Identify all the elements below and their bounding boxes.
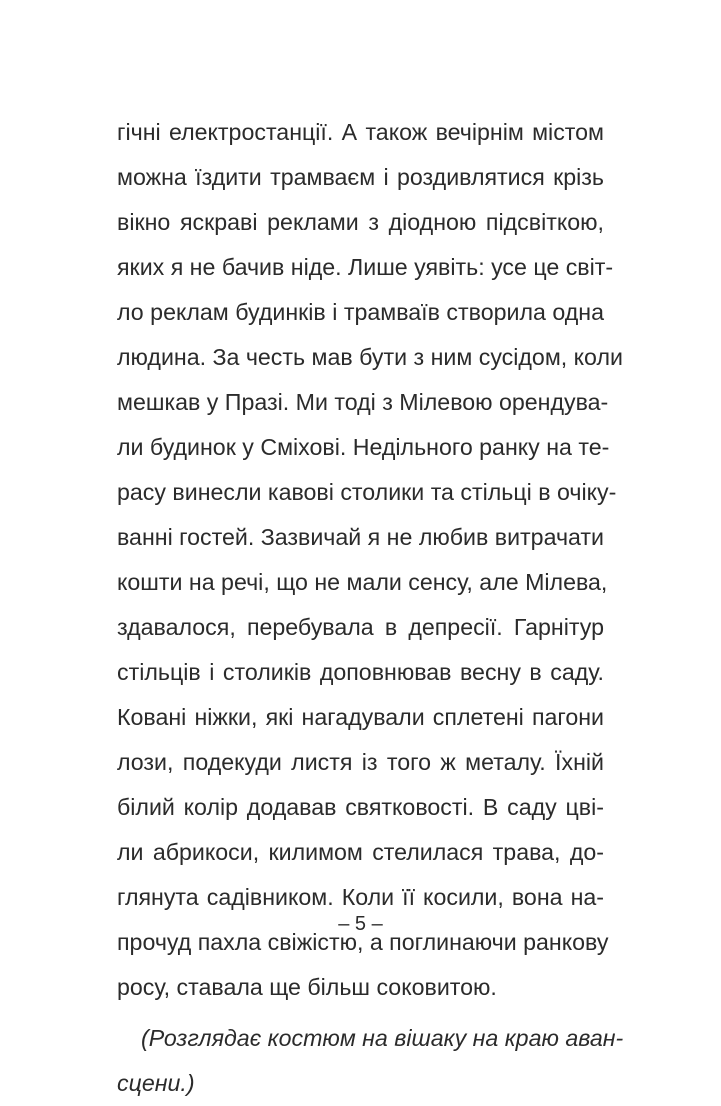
- text-line: вікно яскраві реклами з діодною підсвіткою,: [117, 209, 604, 235]
- prose-paragraph: [117, 110, 623, 1010]
- stage-direction-line: (Розглядає костюм на вішаку на краю аван-: [141, 1025, 624, 1051]
- text-line: білий колір додавав святковості. В саду цві-: [117, 794, 604, 820]
- text-line: гічні електростанції. А також вечірнім містом: [117, 119, 604, 145]
- text-line: яких я не бачив ніде. Лише уявіть: усе це світ-: [117, 254, 614, 280]
- stage-direction-line: сцени.): [117, 1070, 195, 1096]
- text-line: ло реклам будинків і трамваїв створила одна: [117, 299, 604, 325]
- text-line: лози, подекуди листя із того ж металу. Їхній: [117, 749, 604, 775]
- text-line: прочуд пахла свіжістю, а поглинаючи ранкову: [117, 929, 609, 955]
- text-line: здавалося, перебувала в депресії. Гарнітур: [117, 614, 604, 640]
- text-line: мешкав у Празі. Ми тоді з Мілевою орендува-: [117, 389, 609, 415]
- text-line: можна їздити трамваєм і роздивлятися крізь: [117, 164, 604, 190]
- text-line: людина. За честь мав бути з ним сусідом, коли: [117, 344, 623, 370]
- page-number: – 5 –: [338, 913, 383, 935]
- text-line: ванні гостей. Зазвичай я не любив витрачати: [117, 524, 604, 550]
- text-line: росу, ставала ще більш соковитою.: [117, 974, 497, 1000]
- text-line: ли абрикоси, килимом стелилася трава, до-: [117, 839, 604, 865]
- text-line: глянута садівником. Коли її косили, вона на-: [117, 884, 604, 910]
- text-line: расу винесли кавові столики та стільці в очіку-: [117, 479, 617, 505]
- text-line: Ковані ніжки, які нагадували сплетені пагони: [117, 704, 604, 730]
- text-line: кошти на речі, що не мали сенсу, але Мілева,: [117, 569, 608, 595]
- text-line: ли будинок у Сміхові. Недільного ранку на те-: [117, 434, 610, 460]
- main-text: [117, 110, 624, 1106]
- stage-direction: [117, 1016, 624, 1106]
- text-line: стільців і столиків доповнював весну в саду.: [117, 659, 604, 685]
